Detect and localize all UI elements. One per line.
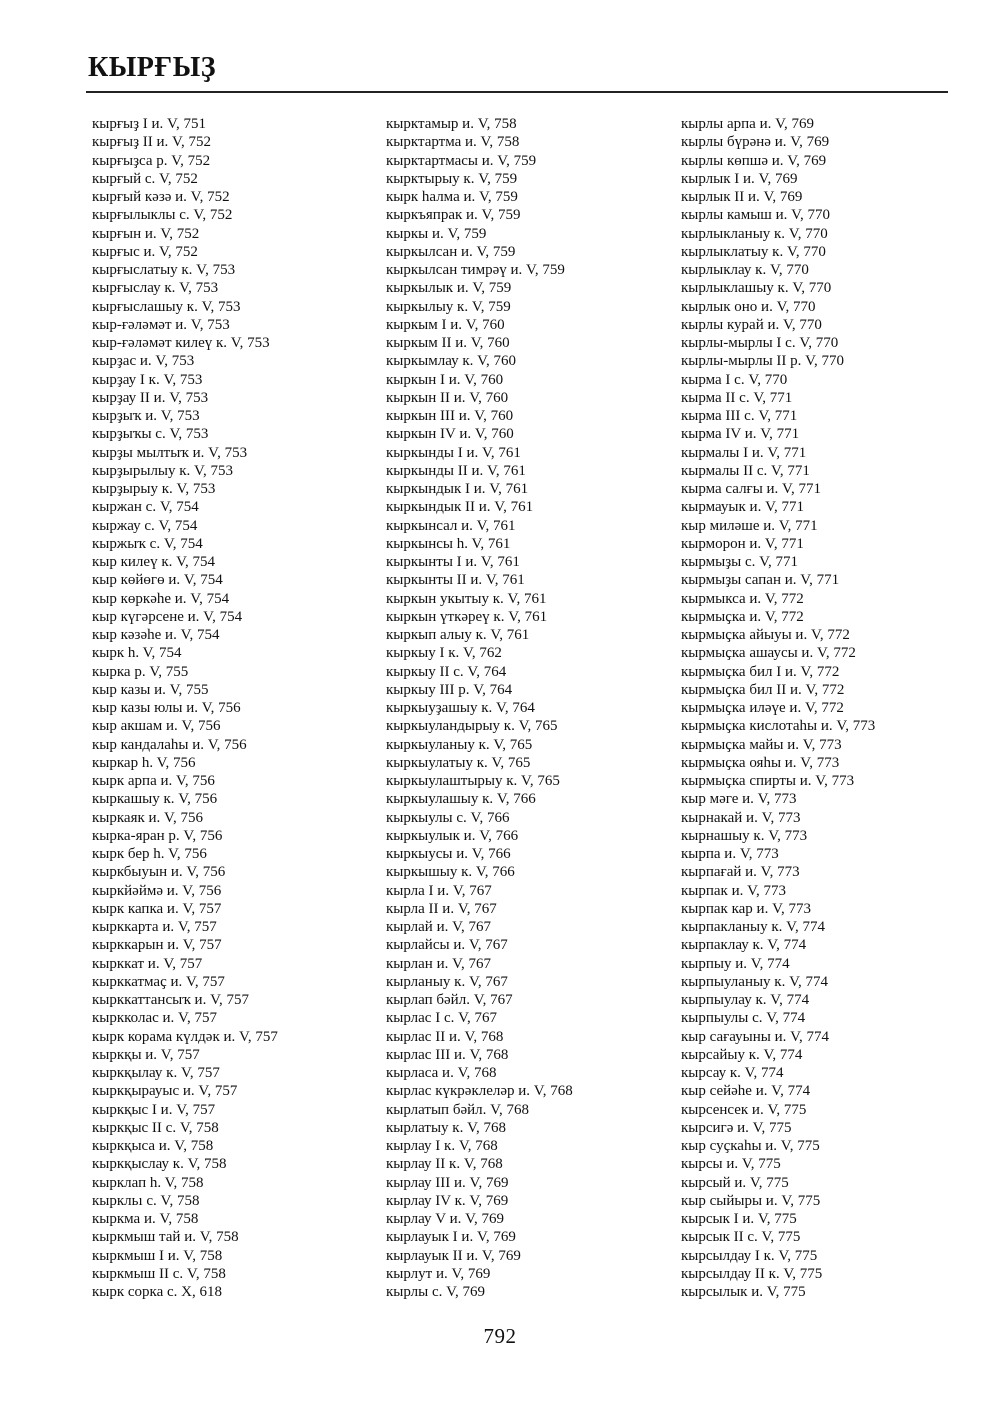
index-entry: кырпак кар и. V, 773 xyxy=(681,900,811,917)
index-entry: кыр көйөгө и. V, 754 xyxy=(92,572,223,589)
index-entry: кыркып алыу к. V, 761 xyxy=(386,627,530,643)
index-entry: кыркъяпрак и. V, 759 xyxy=(386,207,521,224)
index-entry: кырмалы I и. V, 771 xyxy=(681,444,807,461)
index-entry: кырлас II и. V, 768 xyxy=(386,1028,504,1045)
index-entry: кырмыҫка кислотаһы и. V, 773 xyxy=(681,718,876,735)
index-entry: кырк сорка с. X, 618 xyxy=(92,1284,223,1300)
index-entry: кырсык II с. V, 775 xyxy=(681,1229,801,1246)
index-entry: кырпак и. V, 773 xyxy=(681,882,787,899)
index-entry: кырк бер h. V, 756 xyxy=(92,846,207,862)
index-entry: кырлык оно и. V, 770 xyxy=(681,298,816,315)
index-entry: кырғыслашыу к. V, 753 xyxy=(92,298,241,315)
index-entry: кырмалы II с. V, 771 xyxy=(681,462,810,479)
index-entry: кырҙырылыу к. V, 753 xyxy=(92,462,233,479)
index-entry: кырҙау I к. V, 753 xyxy=(92,371,203,388)
index-entry: кырка-яран р. V, 756 xyxy=(92,827,223,844)
index-entry: кыр мәге и. V, 773 xyxy=(681,791,797,808)
index-entry: кырсайыу к. V, 774 xyxy=(681,1046,803,1063)
index-entry: кырғыҙ II и. V, 752 xyxy=(92,134,211,151)
index-entry: кыркыусы и. V, 766 xyxy=(386,846,511,862)
index-entry: кыркыулык и. V, 766 xyxy=(386,827,519,844)
index-entry: кырктартма и. V, 758 xyxy=(386,134,520,151)
index-entry: кырлауык I и. V, 769 xyxy=(386,1229,516,1246)
index-entry: кырсы и. V, 775 xyxy=(681,1156,781,1173)
index-entry: кырма III с. V, 771 xyxy=(681,408,798,424)
index-entry: кыркын үткәреү к. V, 761 xyxy=(386,608,548,625)
index-entry: кырнашыу к. V, 773 xyxy=(681,827,808,844)
index-entry: кырлыклатыу к. V, 770 xyxy=(681,243,826,260)
index-entry: кыркқырауыс и. V, 757 xyxy=(92,1083,238,1100)
index-entry: кырлы-мырлы I с. V, 770 xyxy=(681,335,839,351)
index-entry: кыр казы юлы и. V, 756 xyxy=(92,700,241,716)
index-entry: кырлау I к. V, 768 xyxy=(386,1138,498,1154)
index-entry: кырк һалма и. V, 759 xyxy=(386,189,518,205)
index-entry: кыр килеү к. V, 754 xyxy=(92,554,216,570)
index-entry: кыр сейәһе и. V, 774 xyxy=(681,1083,811,1100)
index-entry: кыркылыу к. V, 759 xyxy=(386,298,511,315)
index-entry: кырлут и. V, 769 xyxy=(386,1265,491,1282)
index-entry: кырҙыҡы с. V, 753 xyxy=(92,426,209,443)
index-entry: кыркыулатыу к. V, 765 xyxy=(386,754,531,771)
index-entry: кырктартмасы и. V, 759 xyxy=(386,152,537,169)
index-entry: кырлатып бәйл. V, 768 xyxy=(386,1101,530,1118)
page-title: КЫРҒЫҘ xyxy=(88,52,216,83)
index-entry: кыркыу I к. V, 762 xyxy=(386,645,502,662)
index-entry: кырлы курай и. V, 770 xyxy=(681,316,822,333)
index-entry: кырма салғы и. V, 771 xyxy=(681,481,821,497)
index-entry: кыркылсан и. V, 759 xyxy=(386,243,516,260)
index-entry: кырккаттансыҡ и. V, 757 xyxy=(92,992,249,1008)
index-entry: кырлап бәйл. V, 767 xyxy=(386,992,513,1008)
index-entry: кырмыҫка бил I и. V, 772 xyxy=(681,663,840,680)
index-entry: кырк капка и. V, 757 xyxy=(92,900,222,917)
index-entry: кыркы и. V, 759 xyxy=(386,225,487,242)
index-column-2 xyxy=(386,115,573,1301)
index-entry: кырлы-мырлы II р. V, 770 xyxy=(681,353,845,370)
index-entry: кырк арпа и. V, 756 xyxy=(92,773,215,789)
index-entry: кырҙау II и. V, 753 xyxy=(92,389,209,406)
index-entry: кыркынды II и. V, 761 xyxy=(386,462,526,479)
index-entry: кырсык I и. V, 775 xyxy=(681,1211,797,1227)
index-entry: кырмауык и. V, 771 xyxy=(681,499,804,516)
index-entry: кырнакай и. V, 773 xyxy=(681,809,801,826)
index-entry: кырмыҫка майы и. V, 773 xyxy=(681,736,842,753)
index-entry: кырпа и. V, 773 xyxy=(681,846,779,862)
index-entry: кырмыҫка айыуы и. V, 772 xyxy=(681,627,850,643)
index-entry: кыркым II и. V, 760 xyxy=(386,335,510,351)
index-entry: кыр сыйыры и. V, 775 xyxy=(681,1192,821,1209)
index-entry: кырғыслатыу к. V, 753 xyxy=(92,262,236,278)
index-entry: кыркылык и. V, 759 xyxy=(386,280,512,297)
index-entry: кыркынсы h. V, 761 xyxy=(386,535,511,552)
index-entry: кыркқыслау к. V, 758 xyxy=(92,1156,227,1173)
index-entry: кыркбыуын и. V, 756 xyxy=(92,864,226,881)
index-entry: кырғын и. V, 752 xyxy=(92,225,200,242)
index-entry: кыркышыу к. V, 766 xyxy=(386,864,515,881)
index-entry: кырлау V и. V, 769 xyxy=(386,1211,505,1227)
index-entry: кырҙыҡ и. V, 753 xyxy=(92,408,200,424)
index-entry: кырғыҙ I и. V, 751 xyxy=(92,116,206,132)
index-entry: кыркыулашыу к. V, 766 xyxy=(386,791,536,808)
index-entry: кыркқыса и. V, 758 xyxy=(92,1138,214,1154)
index-entry: кырлык I и. V, 769 xyxy=(681,170,798,187)
index-column-1 xyxy=(92,115,278,1301)
index-entry: кырлыклашыу к. V, 770 xyxy=(681,280,832,297)
index-entry: кыркқыс I и. V, 757 xyxy=(92,1101,216,1118)
index-entry: кырпыулау к. V, 774 xyxy=(681,992,810,1008)
index-entry: кыр суҫкаһы и. V, 775 xyxy=(681,1138,820,1154)
index-entry: кыр казы и. V, 755 xyxy=(92,681,209,698)
index-entry: кырлы арпа и. V, 769 xyxy=(681,116,815,132)
index-entry: кыркколас и. V, 757 xyxy=(92,1010,217,1027)
index-entry: кырғыслау к. V, 753 xyxy=(92,280,219,297)
index-entry: кырсау к. V, 774 xyxy=(681,1065,784,1081)
index-entry: кырпакланыу к. V, 774 xyxy=(681,919,826,935)
index-entry: кырлау III и. V, 769 xyxy=(386,1174,509,1191)
index-entry: кырпыулы с. V, 774 xyxy=(681,1010,806,1027)
index-entry: кырлан и. V, 767 xyxy=(386,955,492,972)
index-entry: кырлайсы и. V, 767 xyxy=(386,937,508,954)
index-column-3 xyxy=(681,115,875,1301)
index-entry: кырлауык II и. V, 769 xyxy=(386,1247,521,1264)
index-entry: кырмыҫка спирты и. V, 773 xyxy=(681,773,855,789)
index-entry: кырсенсек и. V, 775 xyxy=(681,1101,807,1118)
index-entry: кыркылсан тимрәү и. V, 759 xyxy=(386,262,565,278)
index-entry: кырсый и. V, 775 xyxy=(681,1174,789,1191)
index-entry: кыржау с. V, 754 xyxy=(92,517,198,534)
index-entry: кырсигә и. V, 775 xyxy=(681,1119,792,1136)
index-entry: кырма II с. V, 771 xyxy=(681,389,793,406)
index-entry: кыркын III и. V, 760 xyxy=(386,408,514,424)
index-entry: кырла II и. V, 767 xyxy=(386,900,497,917)
index-entry: кыркашыу к. V, 756 xyxy=(92,791,218,808)
index-entry: кыржан с. V, 754 xyxy=(92,499,199,516)
index-entry: кырмыҫка иләүе и. V, 772 xyxy=(681,700,844,716)
index-entry: кыркынсал и. V, 761 xyxy=(386,517,516,534)
index-entry: кырҙы мылтыҡ и. V, 753 xyxy=(92,444,248,461)
index-entry: кырмыҙы сапан и. V, 771 xyxy=(681,572,840,589)
index-entry: кыркынты I и. V, 761 xyxy=(386,554,520,570)
page-number: 792 xyxy=(483,1324,517,1348)
index-entry: кыржыҡ с. V, 754 xyxy=(92,535,203,552)
index-entry: кырланыу к. V, 767 xyxy=(386,973,508,990)
index-entry: кыркын укытыу к. V, 761 xyxy=(386,590,547,607)
index-entry: кырма IV и. V, 771 xyxy=(681,426,800,443)
index-entry: кыр-ғәләмәт и. V, 753 xyxy=(92,316,230,333)
index-entry: кырла I и. V, 767 xyxy=(386,882,492,899)
index-entry: кыркқы и. V, 757 xyxy=(92,1046,200,1063)
index-entry: кырҙас и. V, 753 xyxy=(92,353,195,370)
index-entry: кырктырыу к. V, 759 xyxy=(386,170,518,187)
index-entry: кыр көркәһе и. V, 754 xyxy=(92,590,230,607)
index-entry: кыркқылау к. V, 757 xyxy=(92,1065,220,1081)
index-entry: кыркыулы с. V, 766 xyxy=(386,809,510,826)
index-entry: кырлы көпшә и. V, 769 xyxy=(681,152,827,169)
index-entry: кыркыу II с. V, 764 xyxy=(386,663,507,680)
index-entry: кыркындык II и. V, 761 xyxy=(386,499,534,516)
index-entry: кырка р. V, 755 xyxy=(92,663,189,680)
index-entry: кыркыуҙашыу к. V, 764 xyxy=(386,700,535,716)
index-entry: кыр-ғәләмәт килеү к. V, 753 xyxy=(92,335,270,351)
index-entry: кырсылдау I к. V, 775 xyxy=(681,1247,818,1264)
index-entry: кыркма и. V, 758 xyxy=(92,1211,199,1227)
index-entry: кырмыҫка ашаусы и. V, 772 xyxy=(681,645,856,662)
index-entry: кырлы с. V, 769 xyxy=(386,1284,486,1300)
index-entry: кырмыҙы с. V, 771 xyxy=(681,554,799,570)
index-entry: кыркынды I и. V, 761 xyxy=(386,444,521,461)
index-entry: кырғыҙса р. V, 752 xyxy=(92,152,211,169)
index-entry: кырлы камыш и. V, 770 xyxy=(681,207,830,224)
index-entry: кырлай и. V, 767 xyxy=(386,919,492,935)
index-entry: кырклап h. V, 758 xyxy=(92,1174,204,1191)
index-entry: кырғый с. V, 752 xyxy=(92,170,198,187)
index-entry: кыркльı с. V, 758 xyxy=(92,1192,200,1209)
index-entry: кырмыҫка и. V, 772 xyxy=(681,608,804,625)
index-entry: кыр кандалаһы и. V, 756 xyxy=(92,736,247,753)
index-entry: кырласа и. V, 768 xyxy=(386,1065,497,1081)
index-entry: кыркаяк и. V, 756 xyxy=(92,809,203,826)
index-entry: кырғый кәзә и. V, 752 xyxy=(92,189,230,205)
index-entry: кыркыуландырыу к. V, 765 xyxy=(386,718,558,735)
index-entry: кырлык II и. V, 769 xyxy=(681,189,803,205)
index-entry: кырлыклау к. V, 770 xyxy=(681,262,809,278)
index-entry: кырпағай и. V, 773 xyxy=(681,864,800,881)
index-entry: кырморон и. V, 771 xyxy=(681,535,804,552)
index-entry: кыркқыс II с. V, 758 xyxy=(92,1119,219,1136)
index-entry: кырпыу и. V, 774 xyxy=(681,955,790,972)
header-divider xyxy=(86,91,948,93)
index-entry: кырпаклау к. V, 774 xyxy=(681,937,807,954)
index-entry: кырлатыу к. V, 768 xyxy=(386,1119,506,1136)
index-entry: кырлас күкрәклеләр и. V, 768 xyxy=(386,1083,573,1100)
index-entry: кыркыулаштырыу к. V, 765 xyxy=(386,773,560,789)
index-entry: кыр миләше и. V, 771 xyxy=(681,517,818,534)
index-entry: кыркын IV и. V, 760 xyxy=(386,426,514,443)
index-entry: кырсылдау II к. V, 775 xyxy=(681,1265,823,1282)
index-entry: кырлы бүрәнә и. V, 769 xyxy=(681,134,830,151)
index-entry: кыр акшам и. V, 756 xyxy=(92,718,221,735)
index-entry: кырмыҫка ояһы и. V, 773 xyxy=(681,754,840,771)
index-entry: кыркмыш II с. V, 758 xyxy=(92,1265,226,1282)
index-entry: кырккарын и. V, 757 xyxy=(92,937,222,954)
index-entry: кыркар h. V, 756 xyxy=(92,754,196,771)
index-entry: кырк корама күлдәк и. V, 757 xyxy=(92,1028,278,1045)
index-entry: кырккатмаҫ и. V, 757 xyxy=(92,973,225,990)
index-entry: кырлау II к. V, 768 xyxy=(386,1156,503,1173)
index-entry: кыр сағауыны и. V, 774 xyxy=(681,1028,830,1045)
index-entry: кыркым I и. V, 760 xyxy=(386,316,505,333)
index-entry: кыркмыш тай и. V, 758 xyxy=(92,1229,239,1246)
index-entry: кырк h. V, 754 xyxy=(92,645,182,662)
index-entry: кыркымлау к. V, 760 xyxy=(386,353,517,370)
index-entry: кырлау IV к. V, 769 xyxy=(386,1192,509,1209)
index-entry: кырғыс и. V, 752 xyxy=(92,243,198,260)
index-entry: кырлыкланыу к. V, 770 xyxy=(681,225,828,242)
index-entry: кыркындык I и. V, 761 xyxy=(386,481,529,497)
index-entry: кырмыҫка бил II и. V, 772 xyxy=(681,681,845,698)
index-entry: кыркйәймә и. V, 756 xyxy=(92,882,222,899)
index-entry: кыркынты II и. V, 761 xyxy=(386,572,525,589)
index-entry: кырма I с. V, 770 xyxy=(681,371,788,388)
index-entry: кырккарта и. V, 757 xyxy=(92,919,217,935)
index-entry: кырмыкса и. V, 772 xyxy=(681,590,804,607)
index-entry: кырлас I с. V, 767 xyxy=(386,1010,498,1027)
index-entry: кыр кәзәһе и. V, 754 xyxy=(92,627,220,643)
index-entry: кырпыуланыу к. V, 774 xyxy=(681,973,828,990)
index-entry: кырҙырыу к. V, 753 xyxy=(92,481,216,497)
index-entry: кыркмыш I и. V, 758 xyxy=(92,1247,223,1264)
index-entry: кыркын II и. V, 760 xyxy=(386,389,509,406)
index-entry: кырлас III и. V, 768 xyxy=(386,1046,509,1063)
index-entry: кырктамыр и. V, 758 xyxy=(386,116,517,132)
index-entry: кыркыуланыу к. V, 765 xyxy=(386,736,533,753)
index-entry: кыр күгәрсене и. V, 754 xyxy=(92,608,243,625)
index-entry: кыркыу III р. V, 764 xyxy=(386,681,513,698)
index-entry: кыркын I и. V, 760 xyxy=(386,371,504,388)
index-entry: кырккат и. V, 757 xyxy=(92,955,203,972)
index-entry: кырсылык и. V, 775 xyxy=(681,1284,806,1300)
index-entry: кырғылыклы с. V, 752 xyxy=(92,207,233,224)
